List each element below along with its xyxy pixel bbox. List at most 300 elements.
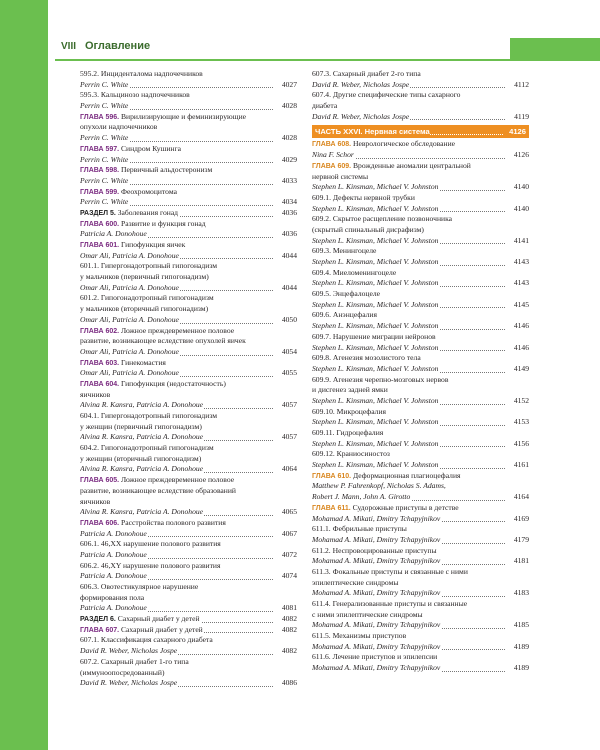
toc-chapter-entry [312,471,529,482]
toc-entry-text [80,101,129,110]
toc-entry-title: 611.3. Фокальные приступы и связанные с ними [312,566,468,576]
toc-entry-title: Stephen L. Kinsman, Michael V. Johnston [312,363,439,373]
toc-author-line[interactable] [80,176,297,187]
toc-page-number: 4050 [281,314,297,324]
toc-entry-line [80,69,297,80]
toc-entry-title: 604.2. Гипогонадотропный гипогонадизм [80,443,214,453]
toc-author-line[interactable] [312,321,529,332]
toc-page-number: 4036 [281,207,297,217]
toc-entry-text [80,454,202,463]
toc-author-line[interactable] [312,343,529,354]
toc-entry-title: 609.8. Агенезия мозолистого тела [312,353,421,363]
toc-author-line[interactable] [80,368,297,379]
toc-author-line[interactable] [80,80,297,91]
toc-entry-text [312,588,441,597]
toc-author-line[interactable] [80,283,297,294]
toc-entry-title: Mohamad A. Mikati, Dmitry Tchapyjnikov [312,641,441,651]
toc-entry-text [312,112,410,121]
toc-entry-title: 609.6. Анэнцефалия [312,310,377,320]
toc-entry-title: диабета [312,101,338,111]
toc-entry-line [312,449,529,460]
toc-entry-title: 601.1. Гипергонадотропный гипогонадизм [80,261,218,271]
toc-entry-text [80,283,180,292]
toc-entry-title: 609.3. Менингоцеле [312,246,377,256]
toc-entry-line [312,428,529,439]
toc-entry-line [312,610,529,621]
toc-author-line[interactable] [80,432,297,443]
toc-page-number: 4153 [513,417,529,427]
toc-entry-title: Perrin C. White [80,101,129,111]
toc-entry-text [80,165,213,174]
toc-page-number: 4082 [281,624,297,634]
toc-entry-text [80,197,129,206]
toc-entry-title: 609.12. Краниосиностоз [312,449,390,459]
toc-entry-line [312,289,529,300]
toc-chapter-entry [312,139,529,150]
toc-author-line[interactable] [312,620,529,631]
toc-entry-text [80,80,129,89]
toc-entry-text [312,396,439,405]
part-title: Нервная система [362,127,430,137]
toc-entry-line [312,546,529,557]
toc-chapter-entry [80,187,297,198]
toc-entry-title: 601.2. Гипогонадотропный гипогонадизм [80,293,214,303]
toc-entry-title: Perrin C. White [80,133,129,143]
toc-author-line[interactable] [80,400,297,411]
toc-entry-text [312,375,449,384]
toc-author-line[interactable] [312,204,529,215]
toc-entry-line [312,375,529,386]
toc-entry-title: Mohamad A. Mikati, Dmitry Tchapyjnikov [312,663,441,673]
toc-page-number: 4044 [281,250,297,260]
toc-chapter-entry [80,379,297,390]
toc-entry-text [80,550,148,559]
toc-entry-text [80,400,204,409]
toc-entry-line [312,214,529,225]
toc-author-line[interactable] [312,396,529,407]
toc-entry-title: яичников [80,389,111,399]
toc-entry-text [80,411,218,420]
toc-entry-text [80,561,222,570]
toc-page-number: 4169 [513,513,529,523]
toc-entry-line [80,657,297,668]
toc-entry-text [312,524,408,533]
toc-author-line[interactable] [80,571,297,582]
toc-entry-title: Stephen L. Kinsman, Michael V. Johnston [312,460,439,470]
toc-entry-text [312,101,338,110]
toc-entry-title: яичников [80,496,111,506]
toc-entry-title: Ложное преждевременное половое [119,475,235,485]
toc-page-number: 4057 [281,400,297,410]
toc-section-entry[interactable] [80,614,297,625]
toc-right-column [312,69,529,674]
toc-entry-label: ГЛАВА 599. [80,188,120,196]
toc-entry-text [80,635,214,644]
toc-left-column [80,69,297,689]
toc-entry-title: Patricia A. Donohoue [80,549,147,559]
toc-entry-text [312,289,381,298]
toc-entry-text [80,112,247,121]
toc-author-line[interactable] [312,460,529,471]
toc-entry-text [80,293,215,302]
toc-entry-text [312,332,437,341]
toc-entry-text [80,571,148,580]
toc-entry-text [312,556,441,565]
toc-entry-title: David R. Weber, Nicholas Jospe [80,646,178,656]
toc-entry-text [312,80,410,89]
toc-entry-text [80,326,235,335]
toc-entry-title: 607.1. Классификация сахарного диабета [80,635,213,645]
toc-entry-label: ГЛАВА 607. [80,626,120,634]
toc-entry-title: опухоли надпочечников [80,122,158,132]
toc-entry-title: Stephen L. Kinsman, Michael V. Johnston [312,278,439,288]
page-header [55,38,600,60]
toc-chapter-entry [312,503,529,514]
toc-entry-text [80,251,180,260]
toc-page-number: 4057 [281,432,297,442]
toc-entry-title: 607.4. Другие специфические типы сахарного [312,90,461,100]
toc-author-line[interactable] [80,229,297,240]
toc-entry-title: Nina F. Schor [312,150,354,160]
toc-entry-title: Alvina R. Kansra, Patricia A. Donohoue [80,464,204,474]
toc-entry-line [312,310,529,321]
toc-entry-label: ГЛАВА 605. [80,477,120,485]
toc-entry-title: у женщин (первичный гипогонадизм) [80,421,202,431]
toc-entry-text [80,187,178,196]
toc-entry-title: Заболевания гонад [115,207,179,217]
toc-entry-label: ГЛАВА 596. [80,113,120,121]
toc-entry-label: ГЛАВА 606. [80,519,120,527]
toc-author-line[interactable] [80,133,297,144]
toc-author-line[interactable] [312,588,529,599]
toc-entry-title: Alvina R. Kansra, Patricia A. Donohoue [80,432,204,442]
toc-entry-title: Stephen L. Kinsman, Michael V. Johnston [312,257,439,266]
toc-author-line[interactable] [80,464,297,475]
toc-author-line[interactable] [312,663,529,674]
toc-page-number: 4029 [281,154,297,164]
toc-author-line[interactable] [80,347,297,358]
toc-entry-text [80,678,178,687]
toc-entry-text [80,582,199,591]
toc-entry-text [80,518,227,527]
toc-entry-line [312,332,529,343]
green-sidebar-band [0,0,48,750]
toc-page-number: 4143 [513,257,529,266]
toc-entry-line [312,101,529,112]
toc-entry-text [312,300,439,309]
toc-page-number: 4156 [513,438,529,448]
toc-author-line[interactable] [312,80,529,91]
toc-chapter-entry [80,358,297,369]
toc-entry-label: ГЛАВА 603. [80,359,120,367]
toc-author-line[interactable] [80,678,297,689]
toc-chapter-entry [80,475,297,486]
toc-author-line[interactable] [80,315,297,326]
toc-entry-title: Stephen L. Kinsman, Michael V. Johnston [312,417,439,427]
toc-chapter-entry[interactable] [80,625,297,636]
toc-page-number: 4028 [281,101,297,111]
toc-entry-text [80,657,190,666]
toc-page-number: 4146 [513,342,529,352]
toc-entry-text [312,139,456,148]
toc-entry-title: Stephen L. Kinsman, Michael V. Johnston [312,235,439,245]
toc-author-line[interactable] [312,112,529,123]
toc-entry-title: 609.11. Гидроцефалия [312,428,384,437]
toc-entry-text [312,204,439,213]
toc-entry-line [80,582,297,593]
toc-entry-text [312,69,422,78]
toc-entry-text [312,90,461,99]
toc-entry-line [312,631,529,642]
toc-entry-text [80,240,186,249]
toc-entry-title: Mohamad A. Mikati, Dmitry Tchapyjnikov [312,534,441,544]
toc-entry-title: Stephen L. Kinsman, Michael V. Johnston [312,395,439,405]
toc-author-line[interactable] [312,556,529,567]
toc-entry-title: у женщин (вторичный гипогонадизм) [80,453,202,463]
toc-entry-title: Stephen L. Kinsman, Michael V. Johnston [312,203,439,213]
toc-entry-title: и дисгенез задней ямки [312,385,388,395]
toc-entry-line [312,69,529,80]
toc-entry-text [312,642,441,651]
toc-entry-text [312,182,439,191]
toc-entry-line [312,524,529,535]
toc-page-number: 4072 [281,549,297,559]
toc-entry-text [80,229,148,238]
toc-entry-line [80,304,297,315]
toc-entry-line [312,385,529,396]
toc-entry-title: 611.2. Неспровоцированные приступы [312,545,437,555]
toc-entry-line [80,539,297,550]
toc-entry-line [312,193,529,204]
toc-page-number: 4034 [281,197,297,207]
toc-entry-text [312,492,411,501]
toc-entry-line [80,411,297,422]
toc-entry-title: нервной системы [312,171,369,181]
toc-author-line[interactable] [312,278,529,289]
toc-entry-text [312,268,397,277]
toc-author-line[interactable] [312,300,529,311]
toc-entry-title: 607.3. Сахарный диабет 2-го типа [312,69,421,78]
toc-author-line[interactable] [80,101,297,112]
toc-entry-text [80,133,129,142]
toc-author-line[interactable] [80,646,297,657]
toc-page-number: 4081 [281,603,297,613]
toc-entry-line [80,668,297,679]
toc-entry-title: 606.3. Овотестикулярное нарушение [80,582,199,591]
toc-entry-text [312,407,387,416]
toc-author-line[interactable] [80,529,297,540]
toc-author-line[interactable] [312,417,529,428]
part-label: ЧАСТЬ XXVI. [315,127,363,137]
toc-entry-text [80,539,222,548]
toc-entry-title: Вирилизирующие и феминизирующие [119,111,247,121]
toc-entry-text [80,464,204,473]
toc-entry-text [312,460,439,469]
toc-page-number: 4149 [513,363,529,373]
toc-entry-text [312,663,441,672]
toc-page-number: 4126 [513,150,529,160]
part-page: 4126 [509,127,526,137]
toc-entry-title: Perrin C. White [80,79,129,89]
toc-entry-title: 611.4. Генерализованные приступы и связанные [312,599,468,608]
toc-page-number: 4183 [513,588,529,598]
toc-entry-title: Синдром Кушинга [119,143,181,153]
toc-entry-text [312,439,439,448]
toc-entry-text [312,343,439,352]
toc-entry-line [80,90,297,101]
toc-entry-title: Развитие и функция гонад [119,218,206,228]
toc-author-line[interactable] [312,257,529,268]
toc-entry-title: David R. Weber, Nicholas Jospe [312,111,410,121]
toc-entry-label: ГЛАВА 602. [80,327,120,335]
toc-page-number: 4185 [513,620,529,630]
toc-chapter-entry [80,219,297,230]
toc-entry-text [312,364,439,373]
toc-author-line[interactable] [80,603,297,614]
toc-page-number: 4146 [513,321,529,331]
toc-entry-text [312,567,469,576]
toc-entry-title: Гинекомастия [119,357,166,367]
toc-entry-title: 609.5. Энцефалоцеле [312,289,381,299]
toc-entry-label: ГЛАВА 609. [312,162,352,170]
toc-page-number: 4028 [281,133,297,143]
toc-entry-text [312,246,377,255]
toc-entry-title: (скрытый спинальный дисрафизм) [312,224,424,234]
toc-entry-title: Alvina R. Kansra, Patricia A. Donohoue [80,507,204,517]
toc-entry-title: развитие, возникающее вследствие опухолей яичек [80,336,246,346]
toc-entry-title: развитие, возникающее вследствие образований [80,485,236,495]
toc-entry-label: ГЛАВА 601. [80,242,120,249]
toc-entry-title: Patricia A. Donohoue [80,229,147,239]
toc-entry-text [80,122,158,131]
toc-page-number: 4140 [513,182,529,192]
toc-entry-title: Mohamad A. Mikati, Dmitry Tchapyjnikov [312,513,441,523]
toc-author-line[interactable] [312,535,529,546]
toc-author-line[interactable] [80,251,297,262]
toc-author-line[interactable] [312,439,529,450]
toc-chapter-entry [80,165,297,176]
toc-chapter-entry [80,112,297,123]
toc-entry-text [80,593,145,602]
toc-entry-title: Первичный альдостеронизм [119,165,213,175]
toc-chapter-entry [80,518,297,529]
toc-entry-text [312,310,378,319]
toc-author-line[interactable] [312,492,529,503]
toc-entry-title: 609.10. Микроцефалия [312,406,387,416]
toc-entry-text [312,257,439,266]
toc-entry-text [80,379,227,388]
toc-page-number: 4074 [281,571,297,581]
toc-entry-line [312,90,529,101]
toc-entry-title: Alvina R. Kansra, Patricia A. Donohoue [80,400,204,410]
toc-entry-title: Stephen L. Kinsman, Michael V. Johnston [312,182,439,192]
page-title: Оглавление [85,40,151,52]
toc-entry-title: 611.6. Лечение приступов и эпилепсии [312,652,438,662]
toc-author-line[interactable] [80,507,297,518]
toc-page-number: 4067 [281,528,297,538]
toc-entry-text [80,315,180,324]
toc-entry-text [80,176,129,185]
toc-entry-title: Деформационная плагиоцефалия [351,470,461,480]
toc-entry-title: Omar Ali, Patricia A. Donohoue [80,346,179,356]
toc-entry-title: 606.1. 46,XX нарушение полового развития [80,539,221,549]
toc-author-line[interactable] [312,150,529,161]
part-heading[interactable] [312,125,529,138]
toc-entry-text [80,336,247,345]
toc-entry-title: Mohamad A. Mikati, Dmitry Tchapyjnikov [312,620,441,630]
toc-entry-label: РАЗДЕЛ 6. [80,616,116,624]
toc-author-line[interactable] [80,550,297,561]
toc-entry-title: Matthew P. Fahrenkopf, Nicholas S. Adams, [312,481,446,491]
toc-entry-title: Mohamad A. Mikati, Dmitry Tchapyjnikov [312,556,441,566]
toc-page-number: 4164 [513,492,529,502]
toc-entry-title: 609.9. Агенезия черепно-мозговых нервов [312,374,449,384]
toc-entry-line [312,225,529,236]
toc-entry-text [312,236,439,245]
toc-page-number: 4181 [513,556,529,566]
toc-author-line[interactable] [80,155,297,166]
toc-entry-line [80,422,297,433]
toc-page-number: 4152 [513,395,529,405]
toc-entry-line [80,497,297,508]
toc-entry-text [80,368,180,377]
toc-entry-text [312,161,472,170]
toc-entry-text [80,432,204,441]
toc-entry-text [312,578,399,587]
toc-page-number: 4161 [513,460,529,470]
toc-author-line[interactable] [312,364,529,375]
toc-entry-line [80,336,297,347]
toc-page-number: 4086 [281,678,297,688]
toc-entry-text [312,385,389,394]
toc-entry-line [80,486,297,497]
header-tab [510,38,600,61]
toc-entry-text [312,652,438,661]
toc-entry-text [312,503,460,512]
toc-entry-title: Гипофункция (недостаточность) [119,378,226,388]
toc-author-line[interactable] [312,236,529,247]
toc-entry-text [312,353,422,362]
toc-entry-title: Stephen L. Kinsman, Michael V. Johnston [312,299,439,309]
toc-author-line[interactable] [80,197,297,208]
toc-entry-title: 609.2. Скрытое расщепление позвоночника [312,214,453,224]
toc-entry-text [80,272,210,281]
toc-author-line[interactable] [312,182,529,193]
toc-entry-text [80,261,218,270]
toc-entry-text [312,449,391,458]
toc-entry-label: РАЗДЕЛ 5. [80,209,116,217]
page-number: VIII [61,41,77,52]
toc-section-entry[interactable] [80,208,297,219]
toc-entry-text [80,144,182,153]
toc-page-number: 4112 [514,79,529,89]
toc-entry-title: Stephen L. Kinsman, Michael V. Johnston [312,321,439,331]
toc-entry-text [312,278,439,287]
toc-entry-title: Феохромоцитома [119,186,177,196]
toc-page-number: 4082 [281,614,297,624]
toc-entry-label: ГЛАВА 611. [312,504,351,512]
toc-entry-title: Perrin C. White [80,175,129,185]
toc-entry-text [80,155,129,164]
toc-entry-title: Сахарный диабет у детей [115,614,200,624]
toc-chapter-entry [80,240,297,251]
toc-entry-line [80,454,297,465]
toc-author-line[interactable] [312,514,529,525]
toc-page-number: 4027 [281,79,297,89]
toc-author-line[interactable] [312,642,529,653]
toc-page-number: 4033 [281,175,297,185]
toc-entry-title: Omar Ali, Patricia A. Donohoue [80,314,179,324]
